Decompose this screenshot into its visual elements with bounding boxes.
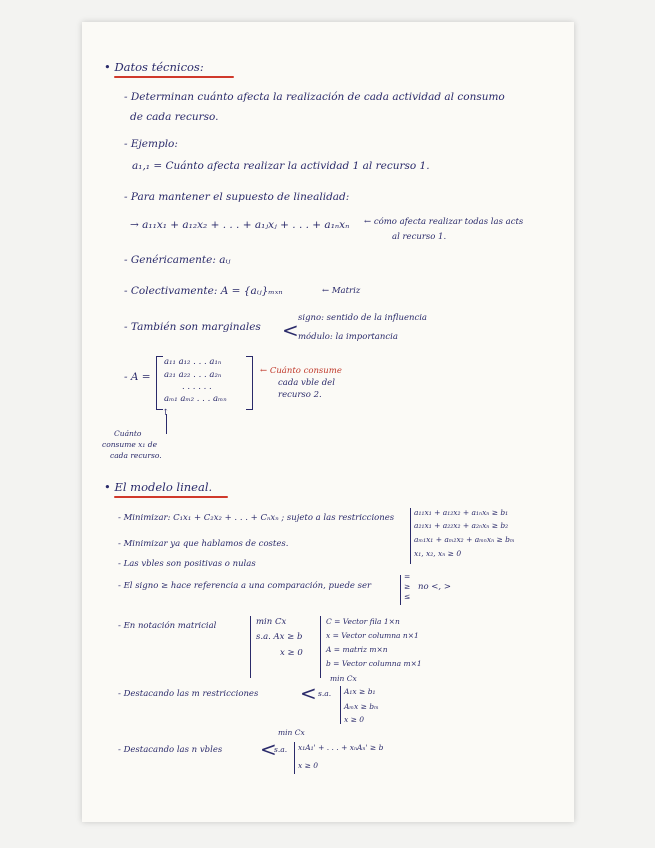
text-line: - Las vbles son positivas o nulas	[118, 559, 256, 569]
annotation: módulo: la importancia	[298, 332, 398, 342]
model-row: x ≥ 0	[298, 761, 319, 770]
constraint-brace	[294, 742, 295, 774]
text-line: - Minimizar: C₁x₁ + C₂x₂ + . . . + Cₙxₙ ; sujeto a las restricciones	[118, 513, 395, 523]
annotation: no <, >	[418, 582, 451, 592]
brace-icon: <	[300, 681, 317, 705]
text-line: a₁,₁ = Cuánto afecta realizar la actividad 1 al recurso 1.	[132, 160, 430, 172]
matrix-bracket-left	[156, 356, 163, 410]
model-row: Aₘx ≥ bₘ	[344, 702, 379, 711]
text-line: - Minimizar ya que hablamos de costes.	[118, 539, 289, 549]
matrix-row: a₁₁ a₁₂ . . . a₁ₙ	[164, 357, 222, 367]
model-row: min Cx	[278, 728, 305, 737]
sign-option: ≤	[404, 592, 411, 601]
text-line: - El signo ≥ hace referencia a una comparación, puede ser	[118, 581, 372, 591]
annotation: ← cómo afecta realizar todas las acts	[364, 217, 524, 227]
definition-row: C = Vector fila 1×n	[326, 617, 400, 626]
notebook-page	[82, 22, 574, 822]
annotation: ← Cuánto consume	[260, 366, 342, 376]
heading-underline	[114, 496, 228, 498]
definition-row: b = Vector columna m×1	[326, 659, 422, 668]
definition-row: A = matriz m×n	[326, 645, 388, 654]
constraint-brace	[340, 686, 341, 724]
brace-icon: <	[260, 737, 277, 761]
annotation: recurso 2.	[278, 390, 322, 400]
constraint-row: a₂₁x₁ + a₂₂x₂ + a₂ₙxₙ ≥ b₂	[414, 521, 509, 530]
sign-option: =	[404, 572, 411, 581]
constraint-brace	[410, 508, 411, 564]
constraint-row: a₁₁x₁ + a₁₂x₂ + a₁ₙxₙ ≥ b₁	[414, 508, 509, 517]
model-row: x ≥ 0	[344, 715, 365, 724]
formula: → a₁₁x₁ + a₁₂x₂ + . . . + a₁ⱼxⱼ + . . . + a₁ₙxₙ	[130, 219, 350, 231]
option-brace	[400, 575, 401, 605]
annotation: Cuánto	[114, 429, 142, 438]
model-row: min Cx	[256, 617, 287, 627]
matricial-brace	[250, 616, 251, 678]
section-title-modelo: • El modelo lineal.	[104, 480, 213, 494]
text-line: - Destacando las n vbles	[118, 745, 223, 755]
model-row: A₁x ≥ b₁	[344, 687, 376, 696]
matrix-row: a₂₁ a₂₂ . . . a₂ₙ	[164, 370, 222, 380]
model-row: s.a.	[318, 689, 332, 698]
text-line: - Para mantener el supuesto de linealidad:	[124, 191, 350, 203]
model-row: x ≥ 0	[280, 648, 303, 658]
definitions-divider	[320, 616, 321, 678]
annotation: consume x₁ de	[102, 440, 158, 449]
matrix-row: aₘ₁ aₘ₂ . . . aₘₙ	[164, 394, 227, 404]
annotation: ← Matriz	[322, 286, 361, 296]
matrix-bracket-right	[246, 356, 253, 410]
annotation: cada vble del	[278, 378, 335, 388]
brace-icon: <	[282, 318, 299, 342]
section-title-datos: • Datos técnicos:	[104, 60, 204, 74]
text-line: - También son marginales	[124, 321, 261, 333]
annotation: cada recurso.	[110, 451, 162, 460]
text-line: - Destacando las m restricciones	[118, 689, 259, 699]
text-line: - Colectivamente: A = {aᵢⱼ}ₘₓₙ	[124, 285, 283, 297]
model-row: min Cx	[330, 674, 357, 683]
text-line: - Genéricamente: aᵢⱼ	[124, 254, 231, 266]
constraint-row: aₘ₁x₁ + aₘ₂x₂ + aₘₙxₙ ≥ bₘ	[414, 535, 515, 544]
text-line: - A =	[124, 371, 151, 383]
text-line: - En notación matricial	[118, 621, 217, 631]
constraint-row: x₁, x₂, xₙ ≥ 0	[414, 549, 462, 558]
matrix-row: . . . . . .	[182, 382, 212, 392]
annotation: al recurso 1.	[392, 232, 447, 242]
model-row: x₁A₁' + . . . + xₙAₙ' ≥ b	[298, 743, 384, 752]
text-line: - Determinan cuánto afecta la realización de cada actividad al consumo	[124, 91, 505, 103]
text-line: de cada recurso.	[130, 111, 219, 123]
annotation: signo: sentido de la influencia	[298, 313, 427, 323]
heading-underline	[114, 76, 234, 78]
text-line: - Ejemplo:	[124, 138, 178, 150]
sign-option: ≥	[404, 582, 411, 591]
definition-row: x = Vector columna n×1	[326, 631, 419, 640]
model-row: s.a.	[274, 745, 288, 754]
model-row: s.a. Ax ≥ b	[256, 632, 303, 642]
arrowhead-icon: ↑	[162, 408, 170, 418]
